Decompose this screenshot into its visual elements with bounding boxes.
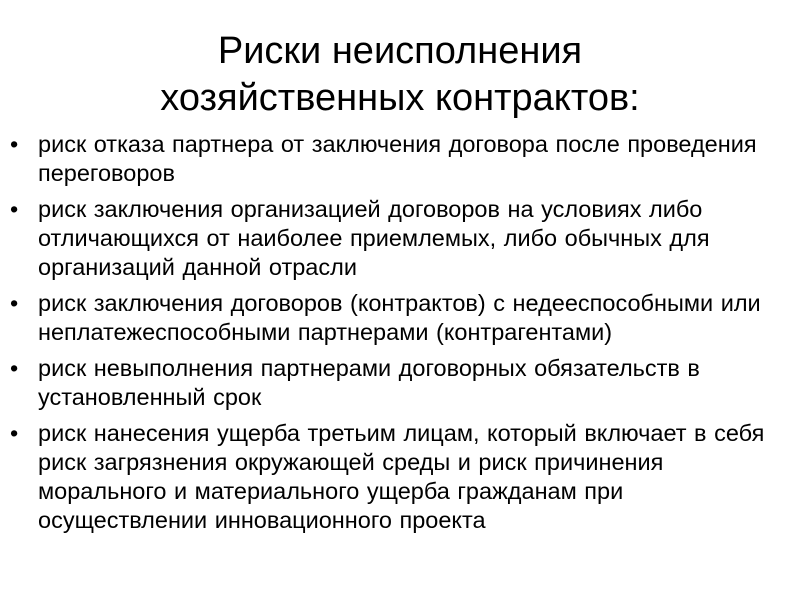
title-line-2: хозяйственных контрактов: [160, 77, 640, 119]
bullet-item-3 [10, 289, 780, 347]
bullet-list [10, 130, 780, 542]
bullet-item-2 [10, 195, 780, 282]
title-line-1: Риски неисполнения [217, 30, 583, 72]
bullet-dot-icon: • [10, 355, 19, 381]
bullet-dot-icon: • [10, 420, 19, 446]
bullet-dot-icon: • [10, 196, 19, 222]
bullet-item-5 [10, 419, 780, 535]
bullet-item-1 [10, 130, 780, 188]
bullet-dot-icon: • [10, 290, 19, 316]
bullet-text-1: риск отказа партнера от заключения договора после проведения переговоров [38, 131, 757, 186]
slide-title [40, 28, 760, 122]
bullet-text-4: риск невыполнения партнерами договорных обязательств в установленный срок [38, 355, 700, 410]
bullet-dot-icon: • [10, 131, 19, 157]
bullet-text-5: риск нанесения ущерба третьим лицам, который включает в себя риск загрязнения окружающей среды и риск причинения морального и материального ущерба гражданам при осуществлении инновационного проекта [38, 420, 765, 533]
bullet-text-3: риск заключения договоров (контрактов) с недееспособными или неплатежеспособными партнерами (контрагентами) [38, 290, 761, 345]
bullet-text-2: риск заключения организацией договоров на условиях либо отличающихся от наиболее приемлемых, либо обычных для организаций данной отрасли [38, 196, 710, 280]
bullet-item-4 [10, 354, 780, 412]
